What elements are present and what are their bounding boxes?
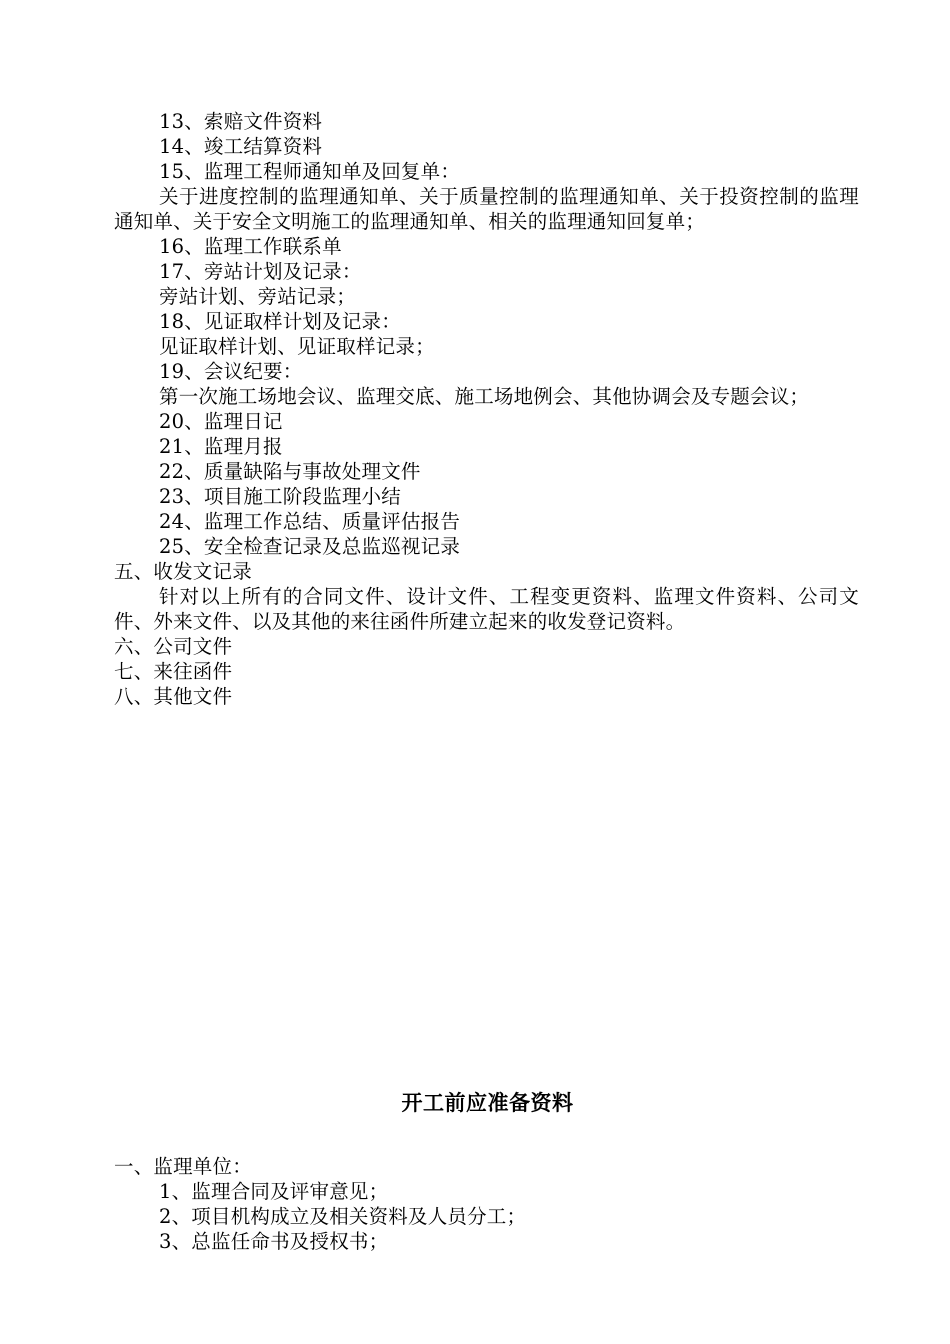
section-heading: 一、监理单位： — [114, 1155, 252, 1178]
section-heading: 五、收发文记录 — [114, 560, 252, 583]
paragraph: 第一次施工场地会议、监理交底、施工场地例会、其他协调会及专题会议； — [159, 385, 810, 408]
list-item: 3、总监任命书及授权书； — [159, 1230, 389, 1253]
list-item: 24、监理工作总结、质量评估报告 — [159, 510, 461, 533]
list-item: 25、安全检查记录及总监巡视记录 — [159, 535, 461, 558]
list-item: 19、会议纪要： — [159, 360, 303, 383]
archive-list — [114, 109, 859, 709]
paragraph: 见证取样计划、见证取样记录； — [159, 335, 435, 358]
list-item: 1、监理合同及评审意见； — [159, 1180, 389, 1203]
section-heading: 八、其他文件 — [114, 685, 233, 708]
list-item: 13、索赔文件资料 — [159, 110, 323, 133]
paragraph: 旁站计划、旁站记录； — [159, 285, 357, 308]
list-item: 18、见证取样计划及记录： — [159, 310, 401, 333]
list-item: 16、监理工作联系单 — [159, 235, 342, 258]
list-item: 15、监理工程师通知单及回复单： — [159, 160, 461, 183]
list-item: 17、旁站计划及记录： — [159, 260, 362, 283]
paragraph: 关于进度控制的监理通知单、关于质量控制的监理通知单、关于投资控制的监理通知单、关于安全文明施工的监理通知单、相关的监理通知回复单； — [114, 185, 859, 233]
page-title: 开工前应准备资料 — [401, 1090, 574, 1115]
section-heading: 六、公司文件 — [114, 635, 233, 658]
list-item: 20、监理日记 — [159, 410, 283, 433]
list-item: 14、竣工结算资料 — [159, 135, 323, 158]
paragraph: 针对以上所有的合同文件、设计文件、工程变更资料、监理文件资料、公司文件、外来文件、以及其他的来往函件所建立起来的收发登记资料。 — [114, 585, 859, 633]
list-item: 2、项目机构成立及相关资料及人员分工； — [159, 1205, 527, 1228]
prep-list — [114, 1154, 859, 1254]
list-item: 23、项目施工阶段监理小结 — [159, 485, 401, 508]
list-item: 22、质量缺陷与事故处理文件 — [159, 460, 421, 483]
list-item: 21、监理月报 — [159, 435, 283, 458]
section-heading: 七、来往函件 — [114, 660, 233, 683]
